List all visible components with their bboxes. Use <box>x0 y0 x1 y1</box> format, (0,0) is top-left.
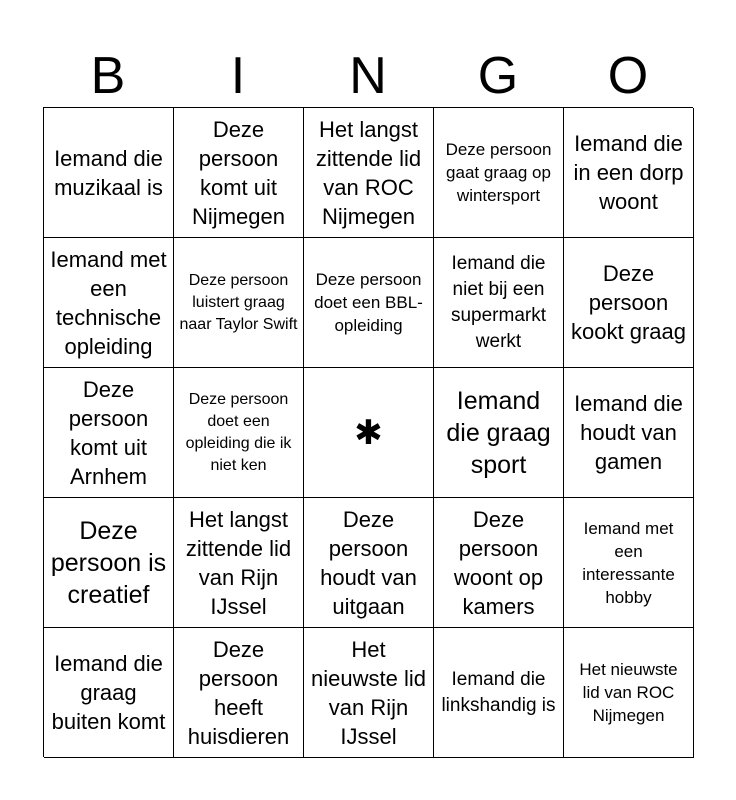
cell-text: Iemand met een technische opleiding <box>50 246 167 359</box>
bingo-cell[interactable] <box>44 628 174 758</box>
bingo-cell[interactable] <box>304 108 434 238</box>
bingo-card <box>43 107 693 757</box>
header-letter-g: G <box>477 47 519 105</box>
cell-text: Het nieuwste lid van ROC Nijmegen <box>579 660 678 725</box>
cell-text: Deze persoon kookt graag <box>571 261 686 344</box>
cell-text: Deze persoon doet een BBL-opleiding <box>314 270 423 335</box>
bingo-cell[interactable] <box>44 368 174 498</box>
bingo-cell[interactable] <box>44 238 174 368</box>
bingo-cell[interactable] <box>564 368 694 498</box>
cell-text: Iemand die in een dorp woont <box>573 131 684 214</box>
header-letter-n: N <box>349 47 387 105</box>
header-letter-o: O <box>607 47 649 105</box>
bingo-cell[interactable] <box>304 628 434 758</box>
bingo-cell[interactable] <box>434 368 564 498</box>
cell-text: Deze persoon houdt van uitgaan <box>320 506 417 619</box>
cell-text: Iemand die graag sport <box>446 386 551 479</box>
cell-text: Iemand die houdt van gamen <box>574 391 683 474</box>
cell-text: Deze persoon is creatief <box>50 516 167 609</box>
bingo-cell[interactable] <box>564 498 694 628</box>
cell-text: Het langst zittende lid van ROC Nijmegen <box>315 116 422 229</box>
bingo-cell[interactable] <box>174 368 304 498</box>
bingo-cell[interactable] <box>304 238 434 368</box>
cell-text: Iemand die linkshandig is <box>441 668 556 716</box>
cell-text: Iemand met een interessante hobby <box>582 518 675 607</box>
cell-text: Iemand die niet bij een supermarkt werkt <box>450 252 547 352</box>
bingo-cell[interactable] <box>44 108 174 238</box>
bingo-cell[interactable] <box>174 628 304 758</box>
bingo-cell[interactable] <box>304 498 434 628</box>
cell-text: Deze persoon luistert graag naar Taylor Swift <box>179 271 298 333</box>
bingo-cell[interactable] <box>564 628 694 758</box>
bingo-cell[interactable] <box>434 498 564 628</box>
cell-text: Deze persoon komt uit Nijmegen <box>192 116 285 229</box>
cell-text: Iemand die graag buiten komt <box>51 651 166 734</box>
bingo-cell[interactable] <box>174 238 304 368</box>
bingo-cell[interactable] <box>174 498 304 628</box>
bingo-cell[interactable] <box>434 108 564 238</box>
free-space-cell[interactable] <box>304 368 434 498</box>
bingo-cell[interactable] <box>564 238 694 368</box>
bingo-cell[interactable] <box>434 628 564 758</box>
cell-text: Deze persoon woont op kamers <box>453 506 544 619</box>
bingo-cell[interactable] <box>44 498 174 628</box>
cell-text: Deze persoon doet een opleiding die ik niet ken <box>185 390 292 474</box>
bingo-cell[interactable] <box>434 238 564 368</box>
header-letter-b: B <box>90 47 126 105</box>
cell-text: Deze persoon heeft huisdieren <box>187 636 290 749</box>
free-space-icon: ✱ <box>354 413 383 452</box>
cell-text: Iemand die muzikaal is <box>54 145 163 200</box>
cell-text: Deze persoon gaat graag op wintersport <box>445 140 552 205</box>
bingo-header <box>43 44 693 108</box>
bingo-cell[interactable] <box>564 108 694 238</box>
cell-text: Deze persoon komt uit Arnhem <box>68 376 149 489</box>
cell-text: Het langst zittende lid van Rijn IJssel <box>185 506 292 619</box>
cell-text: Het nieuwste lid van Rijn IJssel <box>311 636 426 749</box>
bingo-cell[interactable] <box>174 108 304 238</box>
header-letter-i: I <box>230 47 246 105</box>
